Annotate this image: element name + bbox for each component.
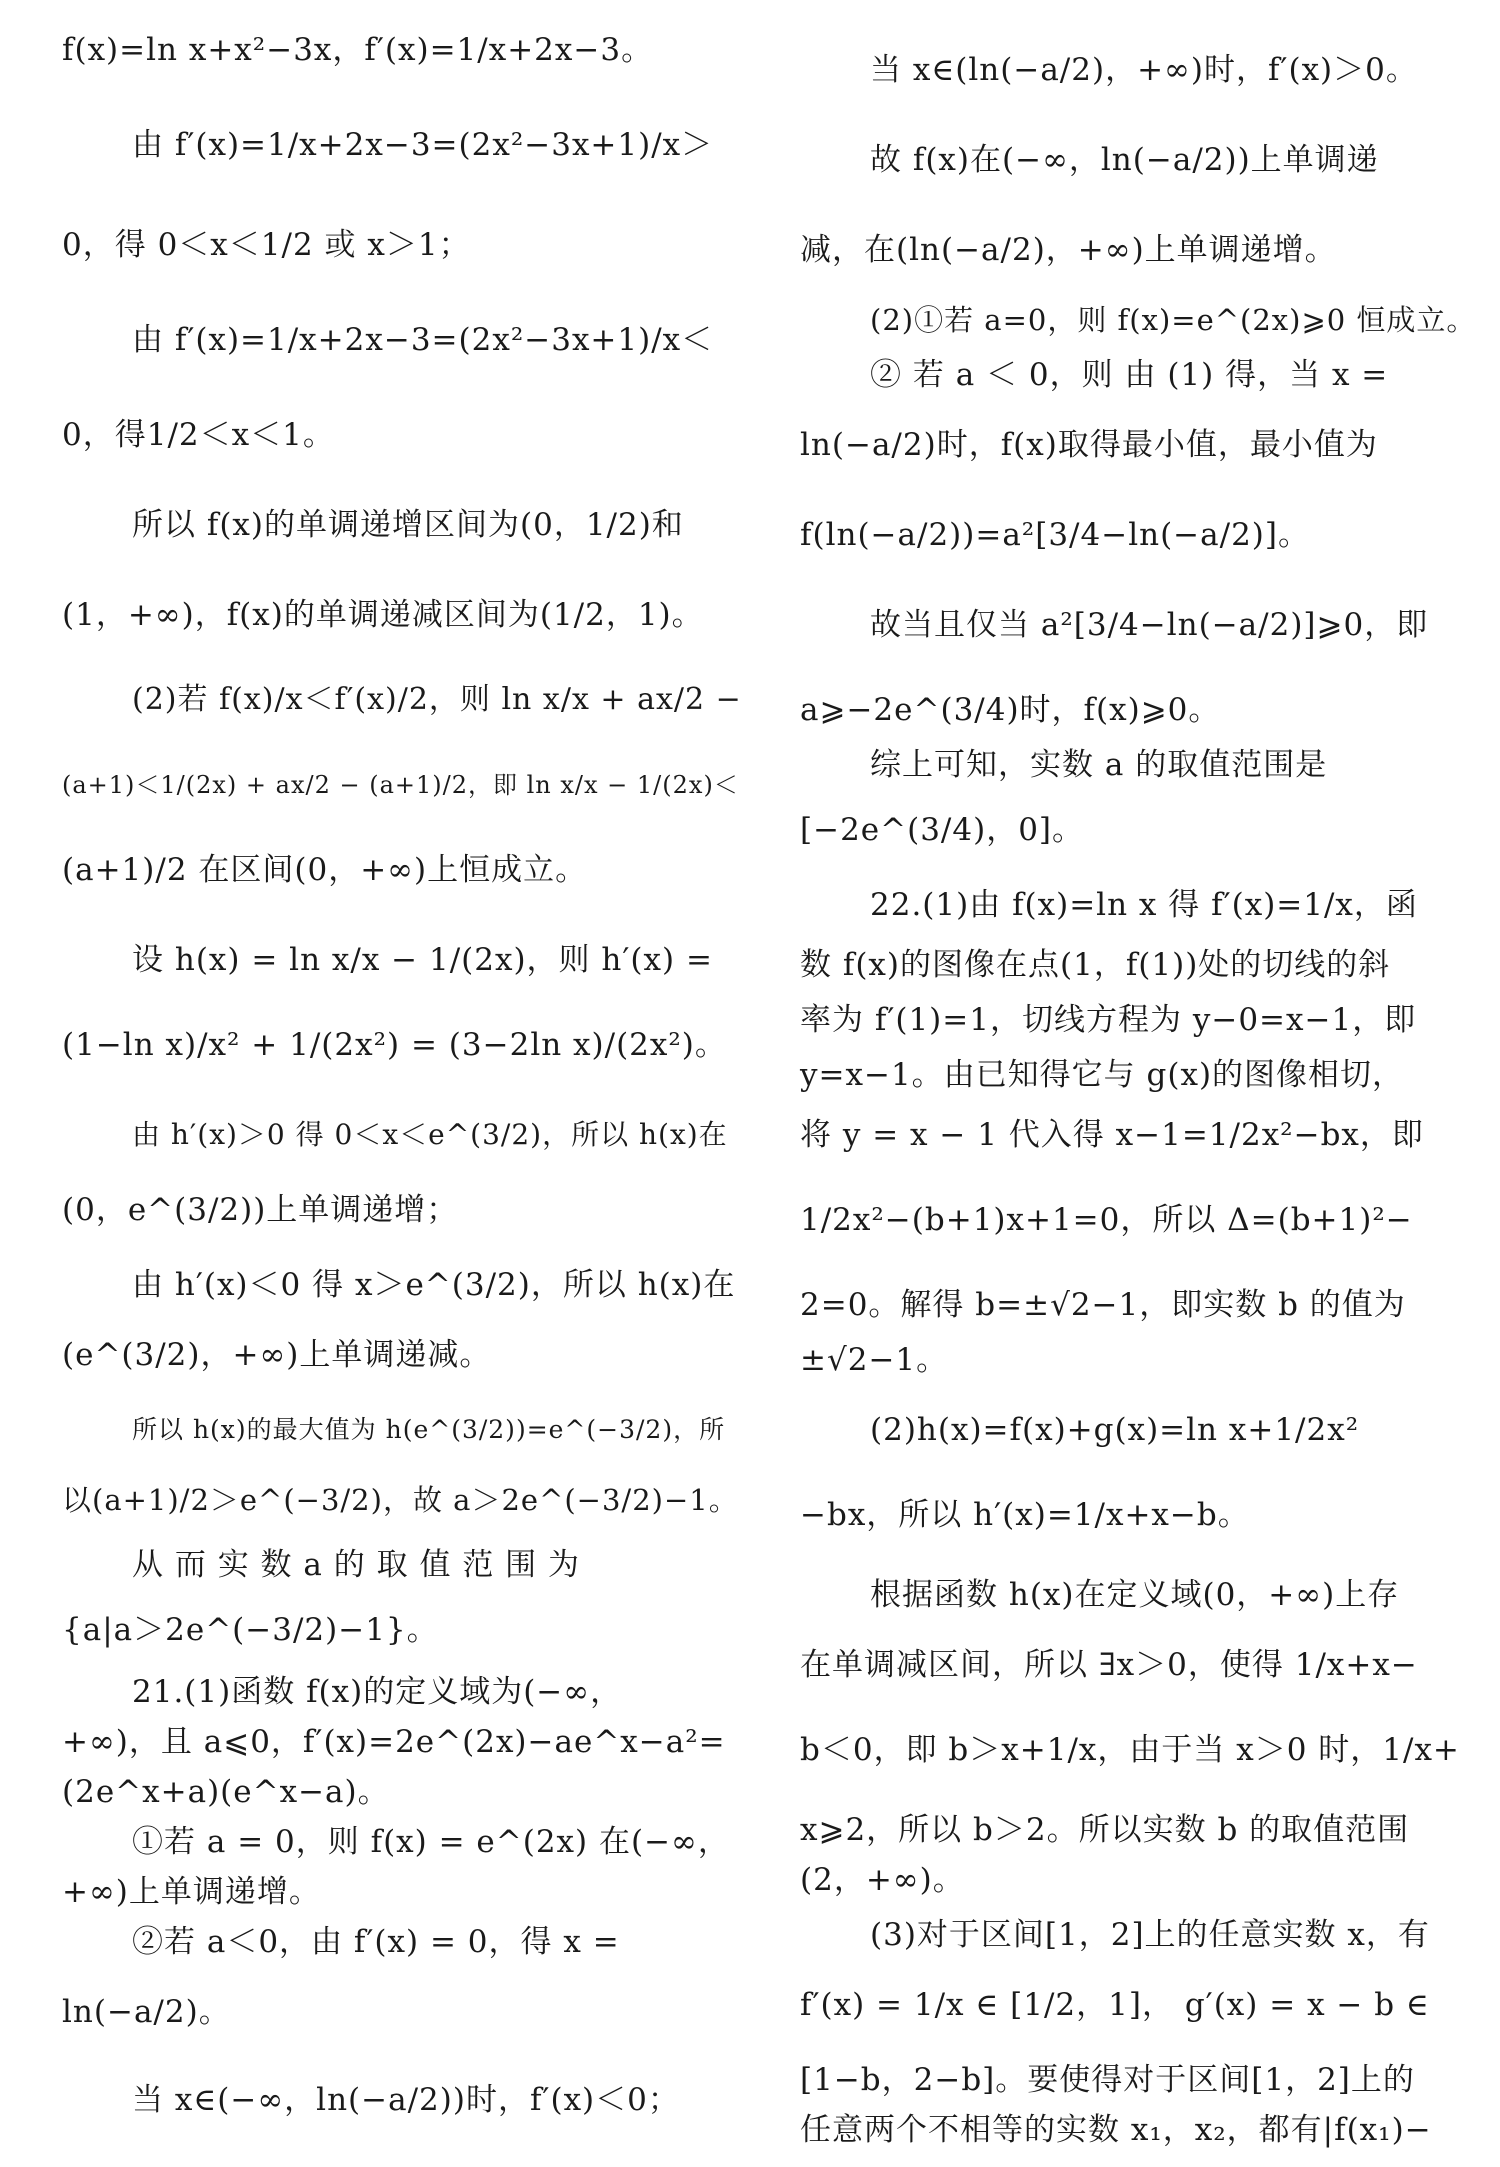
right-line-11: [−2e^(3/4)，0]。 xyxy=(800,812,1085,848)
left-line-4: 由 f′(x)=1/x+2x−3=(2x²−3x+1)/x＜ xyxy=(132,322,714,358)
left-line-10: (a+1)/2 在区间(0，+∞)上恒成立。 xyxy=(62,852,588,888)
right-line-16: 将 y = x − 1 代入得 x−1=1/2x²−bx，即 xyxy=(800,1117,1424,1153)
right-line-2: 故 f(x)在(−∞，ln(−a/2))上单调递 xyxy=(870,142,1379,178)
left-line-21: 21.(1)函数 f(x)的定义域为(−∞， xyxy=(132,1674,623,1710)
left-line-19: 从 而 实 数 a 的 取 值 范 围 为 xyxy=(132,1547,581,1583)
right-line-3: 减，在(ln(−a/2)，+∞)上单调递增。 xyxy=(800,232,1337,268)
right-line-23: 在单调减区间，所以 ∃x＞0，使得 1/x+x− xyxy=(800,1647,1418,1683)
left-line-27: ln(−a/2)。 xyxy=(62,1994,231,2030)
left-line-23: (2e^x+a)(e^x−a)。 xyxy=(62,1774,390,1810)
left-line-1: f(x)=ln x+x²−3x，f′(x)=1/x+2x−3。 xyxy=(62,32,654,68)
right-line-7: f(ln(−a/2))=a²[3/4−ln(−a/2)]。 xyxy=(800,517,1310,553)
right-line-27: (3)对于区间[1，2]上的任意实数 x，有 xyxy=(870,1917,1430,1953)
right-line-29: [1−b，2−b]。要使得对于区间[1，2]上的 xyxy=(800,2062,1415,2098)
right-line-17: 1/2x²−(b+1)x+1=0，所以 Δ=(b+1)²− xyxy=(800,1202,1413,1238)
right-line-18: 2=0。解得 b=±√2−1，即实数 b 的值为 xyxy=(800,1287,1406,1323)
left-line-14: (0，e^(3/2))上单调递增； xyxy=(62,1192,459,1228)
right-line-12: 22.(1)由 f(x)=ln x 得 f′(x)=1/x，函 xyxy=(870,887,1418,923)
right-line-24: b＜0，即 b＞x+1/x，由于当 x＞0 时，1/x+ xyxy=(800,1732,1460,1768)
left-line-13: 由 h′(x)＞0 得 0＜x＜e^(3/2)，所以 h(x)在 xyxy=(132,1118,728,1151)
right-line-30: 任意两个不相等的实数 x₁，x₂，都有|f(x₁)− xyxy=(800,2112,1432,2148)
left-line-9: (a+1)＜1/(2x) + ax/2 − (a+1)/2，即 ln x/x − 1/(2x)＜ xyxy=(62,771,739,799)
right-line-9: a⩾−2e^(3/4)时，f(x)⩾0。 xyxy=(800,692,1221,728)
left-line-22: +∞)，且 a⩽0，f′(x)=2e^(2x)−ae^x−a²= xyxy=(62,1724,726,1760)
left-line-8: (2)若 f(x)/x＜f′(x)/2，则 ln x/x + ax/2 − xyxy=(132,682,742,717)
right-line-15: y=x−1。由已知得它与 g(x)的图像相切， xyxy=(800,1057,1405,1093)
left-line-20: {a|a＞2e^(−3/2)−1}。 xyxy=(62,1612,439,1648)
right-line-1: 当 x∈(ln(−a/2)，+∞)时，f′(x)＞0。 xyxy=(870,52,1418,88)
left-line-26: ②若 a＜0，由 f′(x) = 0，得 x = xyxy=(132,1924,620,1960)
right-line-22: 根据函数 h(x)在定义域(0，+∞)上存 xyxy=(870,1577,1400,1613)
right-line-21: −bx，所以 h′(x)=1/x+x−b。 xyxy=(800,1497,1250,1533)
right-line-4: (2)①若 a=0，则 f(x)=e^(2x)⩾0 恒成立。 xyxy=(870,303,1477,337)
right-line-10: 综上可知，实数 a 的取值范围是 xyxy=(870,747,1328,783)
left-line-24: ①若 a = 0，则 f(x) = e^(2x) 在(−∞， xyxy=(132,1824,730,1860)
right-line-14: 率为 f′(1)=1，切线方程为 y−0=x−1，即 xyxy=(800,1002,1417,1038)
left-line-2: 由 f′(x)=1/x+2x−3=(2x²−3x+1)/x＞ xyxy=(132,127,714,163)
right-line-8: 故当且仅当 a²[3/4−ln(−a/2)]⩾0，即 xyxy=(870,607,1429,643)
right-line-28: f′(x) = 1/x ∈ [1/2，1]， g′(x) = x − b ∈ xyxy=(800,1987,1430,2023)
left-line-17: 所以 h(x)的最大值为 h(e^(3/2))=e^(−3/2)，所 xyxy=(132,1415,726,1444)
left-line-11: 设 h(x) = ln x/x − 1/(2x)，则 h′(x) = xyxy=(132,942,713,978)
right-line-25: x⩾2，所以 b＞2。所以实数 b 的取值范围 xyxy=(800,1812,1410,1848)
left-line-7: (1，+∞)，f(x)的单调递减区间为(1/2，1)。 xyxy=(62,597,704,633)
left-line-16: (e^(3/2)，+∞)上单调递减。 xyxy=(62,1337,492,1373)
right-line-13: 数 f(x)的图像在点(1，f(1))处的切线的斜 xyxy=(800,947,1391,983)
left-line-15: 由 h′(x)＜0 得 x＞e^(3/2)，所以 h(x)在 xyxy=(132,1267,736,1303)
right-line-19: ±√2−1。 xyxy=(800,1342,949,1378)
left-line-12: (1−ln x)/x² + 1/(2x²) = (3−2ln x)/(2x²)。 xyxy=(62,1027,727,1063)
right-line-5: ② 若 a ＜ 0，则 由 (1) 得，当 x = xyxy=(870,357,1389,393)
right-line-6: ln(−a/2)时，f(x)取得最小值，最小值为 xyxy=(800,427,1378,463)
left-line-25: +∞)上单调递增。 xyxy=(62,1874,321,1910)
left-line-5: 0，得1/2＜x＜1。 xyxy=(62,417,335,453)
left-line-28: 当 x∈(−∞，ln(−a/2))时，f′(x)＜0； xyxy=(132,2082,680,2118)
left-line-3: 0，得 0＜x＜1/2 或 x＞1； xyxy=(62,227,471,263)
right-line-26: (2，+∞)。 xyxy=(800,1862,965,1898)
right-line-20: (2)h(x)=f(x)+g(x)=ln x+1/2x² xyxy=(870,1412,1360,1448)
left-line-18: 以(a+1)/2＞e^(−3/2)，故 a＞2e^(−3/2)−1。 xyxy=(62,1483,739,1517)
left-line-6: 所以 f(x)的单调递增区间为(0，1/2)和 xyxy=(132,507,684,543)
